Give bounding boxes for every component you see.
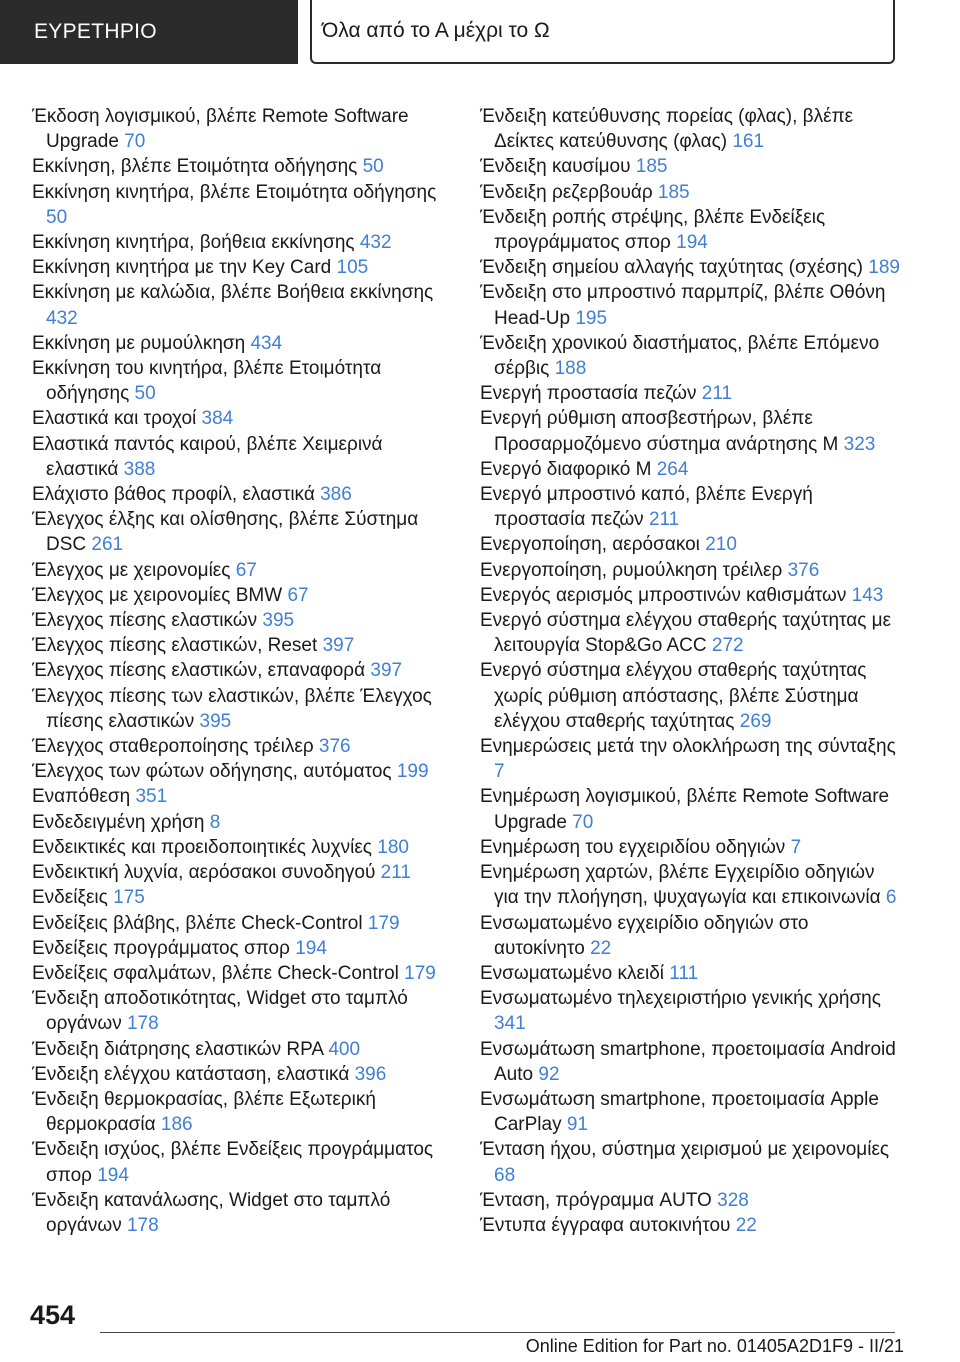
index-page-link[interactable]: 269: [739, 710, 772, 732]
index-entry-text: Έντυπα έγγραφα αυτοκινήτου: [480, 1214, 731, 1236]
index-entry: [32, 432, 452, 482]
index-page-link[interactable]: 341: [494, 1013, 526, 1035]
index-page-link[interactable]: 211: [701, 383, 733, 405]
index-entry: [480, 482, 900, 532]
index-page-link[interactable]: 180: [377, 836, 409, 858]
index-page-link[interactable]: 67: [287, 584, 309, 606]
index-entry-text: Έλεγχος των φώτων οδήγησης, αυτόματος: [32, 761, 392, 783]
index-page-link[interactable]: 50: [362, 156, 384, 178]
index-entry: [480, 1037, 900, 1087]
index-entry-text: Ένδειξη διάτρησης ελαστικών RPA: [32, 1038, 324, 1060]
index-entry: [32, 684, 452, 734]
index-page-link[interactable]: 194: [97, 1164, 129, 1186]
index-page-link[interactable]: 175: [113, 887, 145, 909]
index-entry-text: Έλεγχος πίεσης ελαστικών, επαναφορά: [32, 660, 366, 682]
index-entry-text: Έλεγχος πίεσης ελαστικών, Reset: [32, 635, 318, 657]
section-title: ΕΥΡΕΤΗΡΙΟ: [34, 20, 157, 43]
index-page-link[interactable]: 91: [566, 1114, 588, 1136]
index-entry: [32, 734, 452, 759]
index-page-link[interactable]: 210: [705, 534, 737, 556]
footer-edition: Online Edition for Part no. 01405A2D1F9 - II/21: [525, 1336, 904, 1356]
index-entry-text: Εναπόθεση: [32, 786, 131, 808]
index-entry-text: Ενεργό σύστημα ελέγχου σταθερής ταχύτητας με λειτουργία Stop&Go ACC: [480, 610, 892, 657]
index-entry-text: Ελαστικά και τροχοί: [32, 408, 197, 430]
index-entry: [32, 608, 452, 633]
index-page-link[interactable]: 185: [657, 181, 690, 203]
index-page-link[interactable]: 272: [711, 635, 744, 657]
index-entry-text: Ένδειξη χρονικού διαστήματος, βλέπε Επόμενο σέρβις: [480, 332, 880, 380]
index-page-link[interactable]: 384: [201, 408, 234, 430]
index-page-link[interactable]: 397: [322, 635, 355, 657]
index-entry: [32, 936, 452, 961]
index-entry: [32, 835, 452, 860]
index-entry-text: Εκκίνηση κινητήρα, βοήθεια εκκίνησης: [32, 232, 355, 254]
index-entry-text: Εκκίνηση με ρυμούλκηση: [32, 332, 246, 354]
index-entry: [480, 1137, 900, 1187]
index-entry-text: Έλεγχος πίεσης των ελαστικών, βλέπε Έλεγχος πίεσης ελαστικών: [32, 685, 432, 732]
index-entry-text: Ενεργός αερισμός μπροστινών καθισμάτων: [480, 584, 847, 606]
index-entry: [32, 1087, 452, 1137]
index-entry-text: Ενημέρωση χαρτών, βλέπε Εγχειρίδιο οδηγιών για την πλοήγηση, ψυχαγωγία και επικοινωνία: [480, 862, 881, 909]
index-entry-text: Ενδεικτική λυχνία, αερόσακοι συνοδηγού: [32, 862, 376, 884]
index-page-link[interactable]: 211: [380, 862, 411, 884]
index-page-link[interactable]: 376: [318, 736, 351, 758]
index-entry-text: Ένταση, πρόγραμμα AUTO: [480, 1189, 712, 1211]
index-entry: [32, 860, 452, 885]
index-page-link[interactable]: 323: [843, 433, 876, 455]
index-entry: [480, 961, 900, 986]
index-entry: [32, 911, 452, 936]
index-page-link[interactable]: 8: [209, 811, 221, 833]
page-number: 454: [30, 1300, 76, 1330]
index-entry: [480, 280, 900, 330]
index-column-right: [480, 104, 900, 1238]
index-page-link[interactable]: 397: [370, 660, 403, 682]
index-entry-text: Ένδειξη στο μπροστινό παρμπρίζ, βλέπε Οθόνη Head-Up: [480, 282, 886, 329]
index-page-link[interactable]: 211: [648, 509, 680, 531]
index-entry: [32, 658, 452, 683]
index-page-link[interactable]: 395: [199, 710, 232, 732]
index-page-link[interactable]: 111: [669, 962, 699, 984]
index-entry: [32, 280, 452, 330]
index-entry: [32, 961, 452, 986]
index-page-link[interactable]: 194: [676, 232, 708, 254]
index-entry: [480, 154, 900, 179]
index-entry-text: Ενδείξεις βλάβης, βλέπε Check-Control: [32, 912, 363, 934]
index-entry-text: Έλεγχος έλξης και ολίσθησης, βλέπε Σύστημα DSC: [32, 509, 419, 556]
index-entry-text: Ενεργό σύστημα ελέγχου σταθερής ταχύτητας χωρίς ρύθμιση απόστασης, βλέπε Σύστημα ελέγχου σταθερής ταχύτητας: [480, 660, 867, 732]
index-entry-text: Έλεγχος με χειρονομίες: [32, 559, 231, 581]
index-page-link[interactable]: 188: [554, 358, 587, 380]
index-page-link[interactable]: 400: [328, 1038, 361, 1060]
index-entry: [480, 406, 900, 456]
index-entry-text: Ενεργή προστασία πεζών: [480, 383, 697, 405]
index-entry: [32, 331, 452, 356]
index-page-link[interactable]: 7: [494, 761, 505, 783]
index-entry-text: Ενσωμάτωση smartphone, προετοιμασία Android Auto: [480, 1038, 896, 1085]
index-entry: [32, 230, 452, 255]
footer-divider: [100, 1332, 895, 1333]
index-page-link[interactable]: 161: [732, 131, 765, 153]
index-page-link[interactable]: 432: [46, 307, 78, 329]
index-entry-text: Ένδειξη ρεζερβουάρ: [480, 181, 653, 203]
index-entry: [32, 784, 452, 809]
index-page-link[interactable]: 143: [851, 584, 884, 606]
index-page-link[interactable]: 195: [575, 307, 608, 329]
index-entry-text: Ελάχιστο βάθος προφίλ, ελαστικά: [32, 484, 315, 506]
index-entry-text: Ένδειξη σημείου αλλαγής ταχύτητας (σχέσης): [480, 257, 863, 279]
index-entry: [480, 558, 900, 583]
index-page-link[interactable]: 70: [572, 811, 594, 833]
index-entry-text: Ενημέρωση του εγχειριδίου οδηγιών: [480, 836, 786, 858]
index-page-link[interactable]: 328: [717, 1189, 749, 1211]
index-entry: [32, 255, 452, 280]
index-entry-text: Ενδείξεις σφαλμάτων, βλέπε Check-Control: [32, 962, 399, 984]
index-entry: [480, 1188, 900, 1213]
index-page-link[interactable]: 6: [885, 887, 897, 909]
index-entry-text: Ενεργό διαφορικό M: [480, 458, 652, 480]
index-entry-text: Ενσωματωμένο τηλεχειριστήριο γενικής χρήσης: [480, 988, 881, 1010]
index-page-link[interactable]: 186: [160, 1114, 193, 1136]
index-entry: [32, 507, 452, 557]
index-entry-text: Ενεργοποίηση, ρυμούλκηση τρέιλερ: [480, 559, 783, 581]
index-entry: [32, 810, 452, 835]
index-page-link[interactable]: 194: [295, 937, 327, 959]
index-entry-text: Ενσωματωμένο εγχειρίδιο οδηγιών στο αυτοκίνητο: [480, 912, 809, 959]
index-entry-text: Ενημέρωση λογισμικού, βλέπε Remote Software Upgrade: [480, 786, 890, 833]
index-page-link[interactable]: 261: [91, 534, 124, 556]
index-page-link[interactable]: 264: [656, 458, 689, 480]
index-entry-text: Ένδειξη θερμοκρασίας, βλέπε Εξωτερική θερμοκρασία: [32, 1088, 376, 1136]
index-entry: [32, 406, 452, 431]
index-entry: [480, 734, 900, 784]
index-page-link[interactable]: 386: [320, 484, 352, 506]
index-entry: [480, 532, 900, 557]
index-entry-text: Ένδειξη κατεύθυνσης πορείας (φλας), βλέπε Δείκτες κατεύθυνσης (φλας): [480, 106, 854, 153]
index-page-link[interactable]: 388: [123, 458, 156, 480]
index-page-link[interactable]: 179: [404, 962, 436, 984]
index-entry: [480, 1213, 900, 1238]
index-entry-text: Εκκίνηση κινητήρα, βλέπε Ετοιμότητα οδήγησης: [32, 181, 437, 203]
index-entry-text: Ενδείξεις: [32, 887, 108, 909]
index-entry-text: Εκκίνηση κινητήρα με την Key Card: [32, 257, 332, 279]
index-entry: [32, 1037, 452, 1062]
index-entry: [32, 1062, 452, 1087]
index-entry: [480, 1087, 900, 1137]
index-entry-text: Ενεργή ρύθμιση αποσβεστήρων, βλέπε Προσαρμοζόμενο σύστημα ανάρτησης M: [480, 408, 839, 455]
index-page-link[interactable]: 396: [354, 1063, 387, 1085]
index-entry-text: Ελαστικά παντός καιρού, βλέπε Χειμερινά ελαστικά: [32, 433, 383, 480]
index-entry: [480, 205, 900, 255]
index-entry-text: Ένδειξη καυσίμου: [480, 156, 631, 178]
index-entry-text: Ενεργό μπροστινό καπό, βλέπε Ενεργή προστασία πεζών: [480, 484, 813, 531]
index-page-link[interactable]: 22: [590, 937, 612, 959]
index-entry-text: Ενδεικτικές και προειδοποιητικές λυχνίες: [32, 836, 372, 858]
index-entry-text: Έλεγχος πίεσης ελαστικών: [32, 610, 258, 632]
index-entry: [480, 583, 900, 608]
index-entry: [32, 633, 452, 658]
index-page-link[interactable]: 50: [46, 206, 68, 228]
index-entry: [480, 860, 900, 910]
index-page-link[interactable]: 22: [735, 1214, 757, 1236]
index-page-link[interactable]: 68: [494, 1164, 516, 1186]
index-entry: [32, 986, 452, 1036]
index-entry-text: Ενδείξεις προγράμματος σπορ: [32, 937, 290, 959]
index-entry-text: Ένδειξη ελέγχου κατάσταση, ελαστικά: [32, 1063, 350, 1085]
index-page-link[interactable]: 50: [134, 383, 156, 405]
index-entry-text: Ενσωμάτωση smartphone, προετοιμασία Apple CarPlay: [480, 1088, 879, 1136]
index-entry-text: Έλεγχος σταθεροποίησης τρέιλερ: [32, 736, 314, 758]
index-entry: [480, 381, 900, 406]
index-entry-text: Ενδεδειγμένη χρήση: [32, 811, 205, 833]
index-page-link[interactable]: 376: [787, 559, 820, 581]
index-entry: [480, 986, 900, 1036]
index-page-link[interactable]: 351: [135, 786, 168, 808]
index-page-link[interactable]: 179: [367, 912, 400, 934]
index-entry: [480, 784, 900, 834]
index-entry: [480, 104, 900, 154]
index-entry-text: Έλεγχος με χειρονομίες BMW: [32, 584, 283, 606]
index-entry-text: Έκδοση λογισμικού, βλέπε Remote Software Upgrade: [32, 106, 409, 153]
index-page-link[interactable]: 434: [250, 332, 283, 354]
index-page-link[interactable]: 67: [235, 559, 257, 581]
index-page-link[interactable]: 395: [262, 610, 295, 632]
index-entry: [480, 608, 900, 658]
index-entry-text: Εκκίνηση του κινητήρα, βλέπε Ετοιμότητα οδήγησης: [32, 358, 382, 405]
index-page-link[interactable]: 185: [635, 156, 668, 178]
index-entry: [32, 583, 452, 608]
index-page-link[interactable]: 432: [359, 232, 392, 254]
index-entry: [32, 180, 452, 230]
index-entry-text: Ένδειξη ισχύος, βλέπε Ενδείξεις προγράμματος σπορ: [32, 1139, 434, 1186]
index-page-link[interactable]: 178: [126, 1013, 159, 1035]
index-page-link[interactable]: 178: [126, 1214, 159, 1236]
index-entry: [32, 1188, 452, 1238]
index-entry: [32, 356, 452, 406]
index-entry: [32, 558, 452, 583]
index-entry: [32, 154, 452, 179]
index-column-left: [32, 104, 452, 1238]
section-tab: [0, 0, 298, 64]
index-entry-text: Ένδειξη ροπής στρέψης, βλέπε Ενδείξεις προγράμματος σπορ: [480, 206, 826, 254]
index-entry-text: Εκκίνηση, βλέπε Ετοιμότητα οδήγησης: [32, 156, 358, 178]
index-entry-text: Ένταση ήχου, σύστημα χειρισμού με χειρονομίες: [480, 1139, 890, 1161]
index-page-link[interactable]: 105: [336, 257, 369, 279]
index-entry-text: Ενημερώσεις μετά την ολοκλήρωση της σύνταξης: [480, 736, 896, 758]
index-entry-text: Εκκίνηση με καλώδια, βλέπε Βοήθεια εκκίνησης: [32, 282, 434, 304]
index-entry: [480, 331, 900, 381]
index-entry-text: Ενσωματωμένο κλειδί: [480, 962, 664, 984]
index-page-link[interactable]: 199: [396, 761, 429, 783]
index-entry-text: Ένδειξη αποδοτικότητας, Widget στο ταμπλό οργάνων: [32, 988, 408, 1035]
index-entry: [480, 911, 900, 961]
index-entry: [32, 885, 452, 910]
index-page-link[interactable]: 7: [790, 836, 802, 858]
index-entry-text: Ενεργοποίηση, αερόσακοι: [480, 534, 700, 556]
section-subtitle: Όλα από το Α μέχρι το Ω: [322, 19, 550, 42]
index-entry: [480, 255, 900, 280]
index-page-link[interactable]: 189: [868, 257, 900, 279]
index-entry: [480, 835, 900, 860]
index-page-link[interactable]: 92: [538, 1063, 560, 1085]
index-entry-text: Ένδειξη κατανάλωσης, Widget στο ταμπλό οργάνων: [32, 1189, 391, 1236]
index-entry: [32, 1137, 452, 1187]
index-entry: [32, 482, 452, 507]
index-entry: [480, 457, 900, 482]
subtitle-tab: [310, 0, 895, 64]
index-entry: [480, 180, 900, 205]
index-entry: [32, 759, 452, 784]
index-page-link[interactable]: 70: [124, 131, 146, 153]
index-entry: [32, 104, 452, 154]
index-entry: [480, 658, 900, 734]
